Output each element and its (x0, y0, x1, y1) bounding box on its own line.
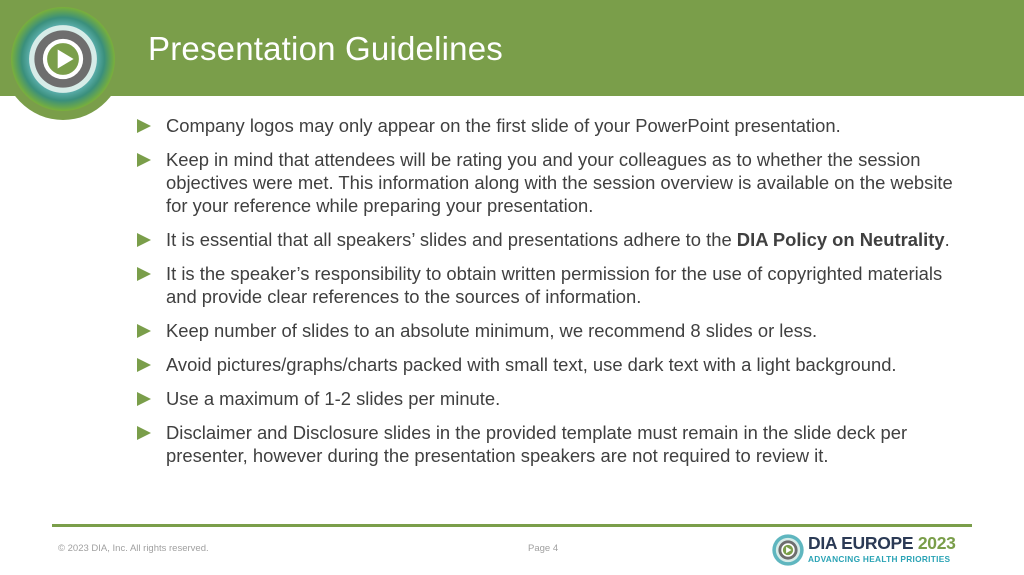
bullet-text-end: . (944, 229, 950, 250)
bullet-text: Keep number of slides to an absolute minimum, we recommend 8 slides or less. (166, 320, 818, 341)
bullet-text: Use a maximum of 1-2 slides per minute. (166, 388, 501, 409)
bullet-text: It is the speaker’s responsibility to obtain written permission for the use of copyrighted materials and provide clear references to the sources of information. (166, 263, 943, 307)
brand-name-text: DIA EUROPE (808, 533, 914, 553)
list-item (136, 319, 966, 342)
footer-divider (52, 524, 972, 527)
copyright-text: © 2023 DIA, Inc. All rights reserved. (58, 543, 209, 554)
brand-year: 2023 (917, 533, 956, 553)
triangle-bullet-icon (136, 391, 152, 407)
bullet-text: Keep in mind that attendees will be rating you and your colleagues as to whether the session objectives were met. This information along with the session overview is available on the website for your reference while preparing your presentation. (166, 149, 953, 216)
triangle-bullet-icon (136, 152, 152, 168)
page-number: Page 4 (528, 543, 559, 554)
play-button-logo-icon (10, 6, 116, 112)
bullet-text: Avoid pictures/graphs/charts packed with small text, use dark text with a light background. (166, 354, 897, 375)
policy-link-text: DIA Policy on Neutrality (736, 229, 945, 250)
triangle-bullet-icon (136, 118, 152, 134)
triangle-bullet-icon (136, 232, 152, 248)
dia-logo-icon (772, 534, 804, 566)
triangle-bullet-icon (136, 266, 152, 282)
triangle-bullet-icon (136, 425, 152, 441)
bullet-text: Disclaimer and Disclosure slides in the provided template must remain in the slide deck per presenter, however during the presentation speakers are not required to review it. (166, 422, 908, 466)
list-item (136, 262, 966, 308)
triangle-bullet-icon (136, 323, 152, 339)
list-item (136, 421, 966, 467)
bullet-text: It is essential that all speakers’ slides and presentations adhere to the (166, 229, 737, 250)
brand-name (808, 535, 956, 553)
list-item (136, 353, 966, 376)
slide-title: Presentation Guidelines (148, 30, 503, 67)
guidelines-list (136, 114, 966, 478)
list-item (136, 387, 966, 410)
triangle-bullet-icon (136, 357, 152, 373)
bullet-text: Company logos may only appear on the first slide of your PowerPoint presentation. (166, 115, 841, 136)
list-item (136, 148, 966, 217)
list-item (136, 228, 966, 251)
list-item (136, 114, 966, 137)
brand-wordmark (808, 535, 956, 563)
brand-tagline: ADVANCING HEALTH PRIORITIES (808, 553, 951, 564)
